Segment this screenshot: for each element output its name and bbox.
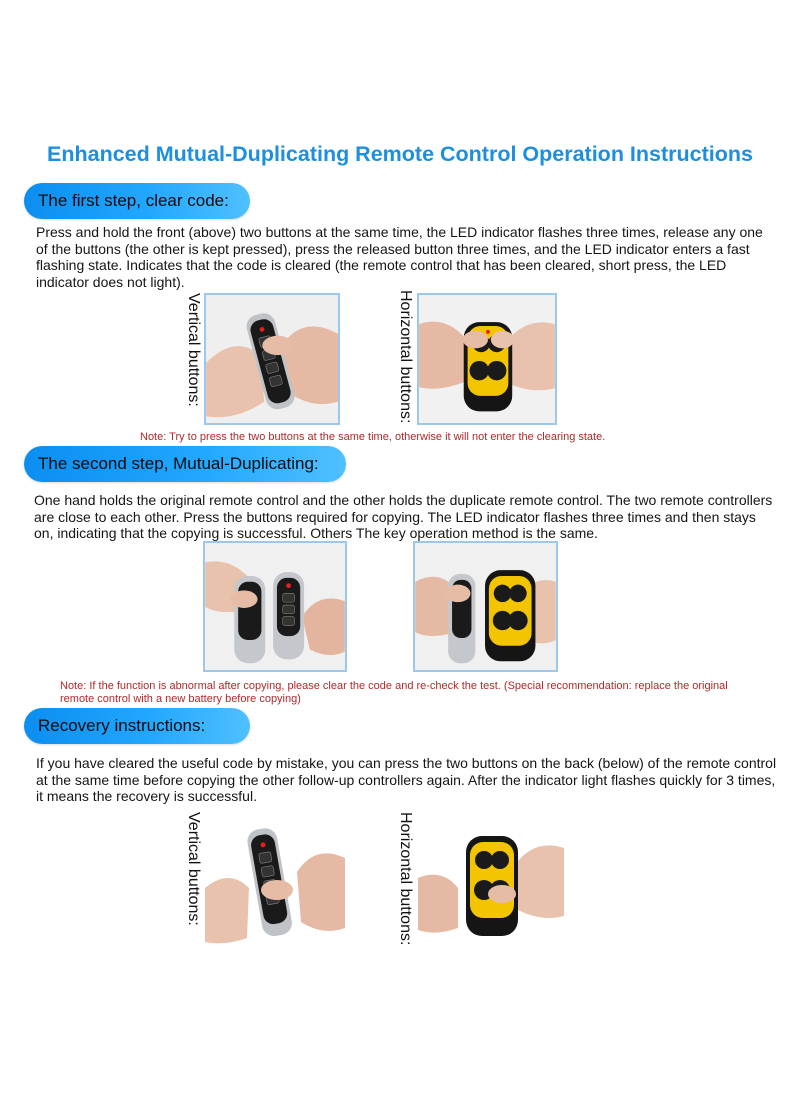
step2-heading: The second step, Mutual-Duplicating:: [24, 446, 346, 482]
recovery-horizontal-remote-photo: [418, 818, 564, 946]
recovery-vertical-remote-photo: [205, 818, 345, 946]
step2-text: One hand holds the original remote control and the other holds the duplicate remote control. The two remote controllers are close to each other. Press the buttons required for copying. The LED indicator flashes three times and then stays on, indicating that the copying is successful. Others The key operation method is the same.: [34, 492, 773, 541]
page-title: Enhanced Mutual-Duplicating Remote Control Operation Instructions: [47, 142, 753, 166]
recovery-label-horizontal: Horizontal buttons:: [397, 812, 414, 946]
step2-vertical-remotes-photo: [203, 541, 347, 672]
recovery-label-vertical: Vertical buttons:: [185, 812, 202, 926]
step1-vertical-remote-photo: [204, 293, 340, 425]
step1-label-vertical: Vertical buttons:: [185, 293, 202, 407]
recovery-text: If you have cleared the useful code by mistake, you can press the two buttons on the back (below) of the remote control at the same time before copying the other follow-up controllers again. After the indicator light flashes quickly for 3 times, it means the recovery is successful.: [36, 755, 777, 804]
step1-text: Press and hold the front (above) two buttons at the same time, the LED indicator flashes three times, release any one of the buttons (the other is kept pressed), press the released button three times, and the LED indicator enters a fast flashing state. Indicates that the code is cleared (the remote control that has been cleared, short press, the LED indicator does not light).: [36, 224, 763, 290]
step1-horizontal-remote-photo: [417, 293, 557, 425]
step2-horizontal-remotes-photo: [413, 541, 558, 672]
step2-note: Note: If the function is abnormal after copying, please clear the code and re-check the test. (Special recommendation: replace the original remote control with a new battery before copying): [60, 680, 728, 705]
step1-heading: The first step, clear code:: [24, 183, 250, 219]
step1-label-horizontal: Horizontal buttons:: [397, 290, 414, 424]
recovery-heading: Recovery instructions:: [24, 708, 250, 744]
step1-note: Note: Try to press the two buttons at the same time, otherwise it will not enter the clearing state.: [140, 431, 606, 443]
